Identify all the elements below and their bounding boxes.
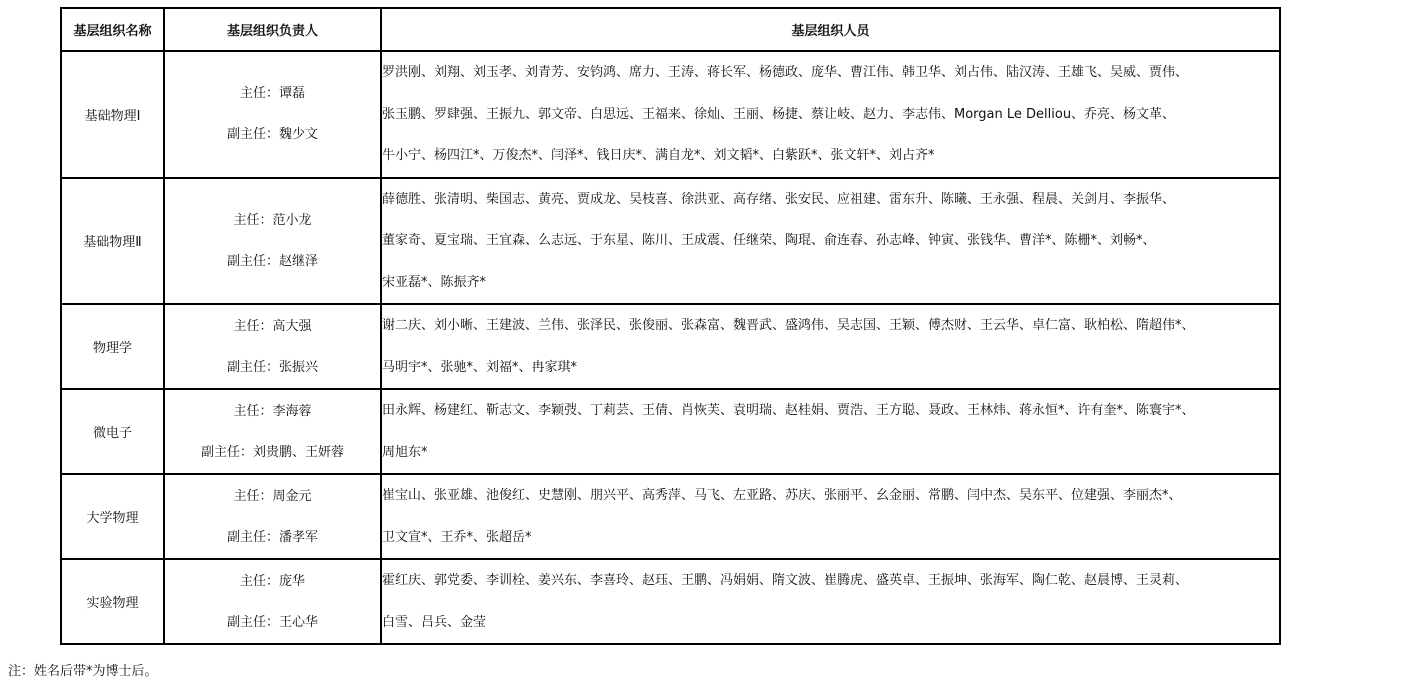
deputy-director: 副主任：刘贵鹏、王妍蓉 bbox=[200, 444, 344, 460]
org-name-cell: 基础物理Ⅰ bbox=[61, 51, 164, 178]
members-line: 罗洪刚、刘翔、刘玉孝、刘青芳、安钧鸿、席力、王涛、蒋长军、杨德政、庞华、曹江伟、韩卫华、刘占伟、陆汉涛、王雄飞、吴威、贾伟、 bbox=[382, 65, 1189, 80]
table-row bbox=[61, 474, 1280, 559]
deputy-director: 副主任：魏少文 bbox=[226, 127, 318, 143]
deputy-director: 副主任：张振兴 bbox=[226, 359, 318, 375]
members-cell bbox=[381, 559, 1280, 644]
members-line: 牛小宁、杨四江*、万俊杰*、闫泽*、钱日庆*、满自龙*、刘文韬*、白紫跃*、张文轩*、刘占齐* bbox=[382, 148, 935, 163]
leaders-cell bbox=[164, 51, 381, 178]
deputy-director: 副主任：潘孝军 bbox=[226, 529, 318, 545]
footnote: 注：姓名后带*为博士后。 bbox=[8, 664, 158, 679]
members-line: 马明宇*、张驰*、刘福*、冉家琪* bbox=[382, 359, 578, 375]
members-line: 周旭东* bbox=[382, 444, 428, 460]
director: 主任：周金元 bbox=[233, 488, 312, 504]
members-line: 董家奇、夏宝瑞、王宜森、么志远、于东星、陈川、王成震、任继荣、陶琨、俞连春、孙志峰、钟寅、张钱华、曹洋*、陈栅*、刘畅*、 bbox=[382, 233, 1156, 248]
table-row bbox=[61, 51, 1280, 178]
deputy-director: 副主任：赵继泽 bbox=[226, 253, 318, 269]
members-line: 田永辉、杨建红、靳志文、李颖弢、丁莉芸、王倩、肖恢芙、袁明瑞、赵桂娟、贾浩、王方聪、聂政、王林炜、蒋永恒*、许有奎*、陈寰宇*、 bbox=[382, 403, 1195, 418]
members-cell bbox=[381, 51, 1280, 178]
members-cell bbox=[381, 389, 1280, 474]
members-cell bbox=[381, 304, 1280, 389]
members-line: 薛德胜、张清明、柴国志、黄亮、贾成龙、吴枝喜、徐洪亚、高存绪、张安民、应祖建、雷东升、陈曦、王永强、程晨、关剑月、李振华、 bbox=[382, 191, 1176, 207]
director: 主任：范小龙 bbox=[233, 212, 312, 228]
org-name-cell: 基础物理Ⅱ bbox=[61, 178, 164, 305]
director: 主任：谭磊 bbox=[239, 86, 305, 102]
org-table bbox=[60, 7, 1281, 645]
table-row bbox=[61, 178, 1280, 305]
leaders-cell bbox=[164, 178, 381, 305]
org-name-cell: 实验物理 bbox=[61, 559, 164, 644]
members-cell bbox=[381, 474, 1280, 559]
deputy-director: 副主任：王心华 bbox=[226, 614, 318, 630]
director: 主任：高大强 bbox=[233, 318, 312, 334]
table-row bbox=[61, 389, 1280, 474]
header-org-name: 基层组织名称 bbox=[61, 8, 164, 51]
leaders-cell bbox=[164, 474, 381, 559]
members-line: 白雪、吕兵、金莹 bbox=[382, 614, 487, 630]
org-name-cell: 微电子 bbox=[61, 389, 164, 474]
members-line: 张玉鹏、罗肆强、王振九、郭文帝、白思远、王福来、徐灿、王丽、杨捷、蔡让岐、赵力、李志伟、Morgan Le Delliou、乔亮、杨文革、 bbox=[382, 106, 1176, 122]
org-name-cell: 物理学 bbox=[61, 304, 164, 389]
table-row bbox=[61, 304, 1280, 389]
table-header-row bbox=[61, 8, 1280, 51]
header-members: 基层组织人员 bbox=[381, 8, 1280, 51]
director: 主任：李海蓉 bbox=[233, 403, 312, 419]
members-line: 霍红庆、郭党委、李训栓、姜兴东、李喜玲、赵珏、王鹏、冯娟娟、隋文波、崔腾虎、盛英卓、王振坤、张海军、陶仁乾、赵晨博、王灵莉、 bbox=[382, 573, 1189, 588]
leaders-cell bbox=[164, 559, 381, 644]
members-line: 卫文宣*、王乔*、张超岳* bbox=[382, 529, 532, 545]
members-line: 宋亚磊*、陈振齐* bbox=[382, 274, 487, 290]
header-leaders: 基层组织负责人 bbox=[164, 8, 381, 51]
leaders-cell bbox=[164, 389, 381, 474]
leaders-cell bbox=[164, 304, 381, 389]
director: 主任：庞华 bbox=[239, 573, 305, 589]
org-name-cell: 大学物理 bbox=[61, 474, 164, 559]
members-line: 崔宝山、张亚雄、池俊红、史慧刚、朋兴平、高秀萍、马飞、左亚路、苏庆、张丽平、幺金丽、常鹏、闫中杰、吴东平、位建强、李丽杰*、 bbox=[382, 488, 1182, 503]
members-line: 谢二庆、刘小晰、王建波、兰伟、张泽民、张俊丽、张森富、魏晋武、盛鸿伟、吴志国、王颖、傅杰财、王云华、卓仁富、耿柏松、隋超伟*、 bbox=[382, 318, 1195, 333]
table-row bbox=[61, 559, 1280, 644]
members-cell bbox=[381, 178, 1280, 305]
